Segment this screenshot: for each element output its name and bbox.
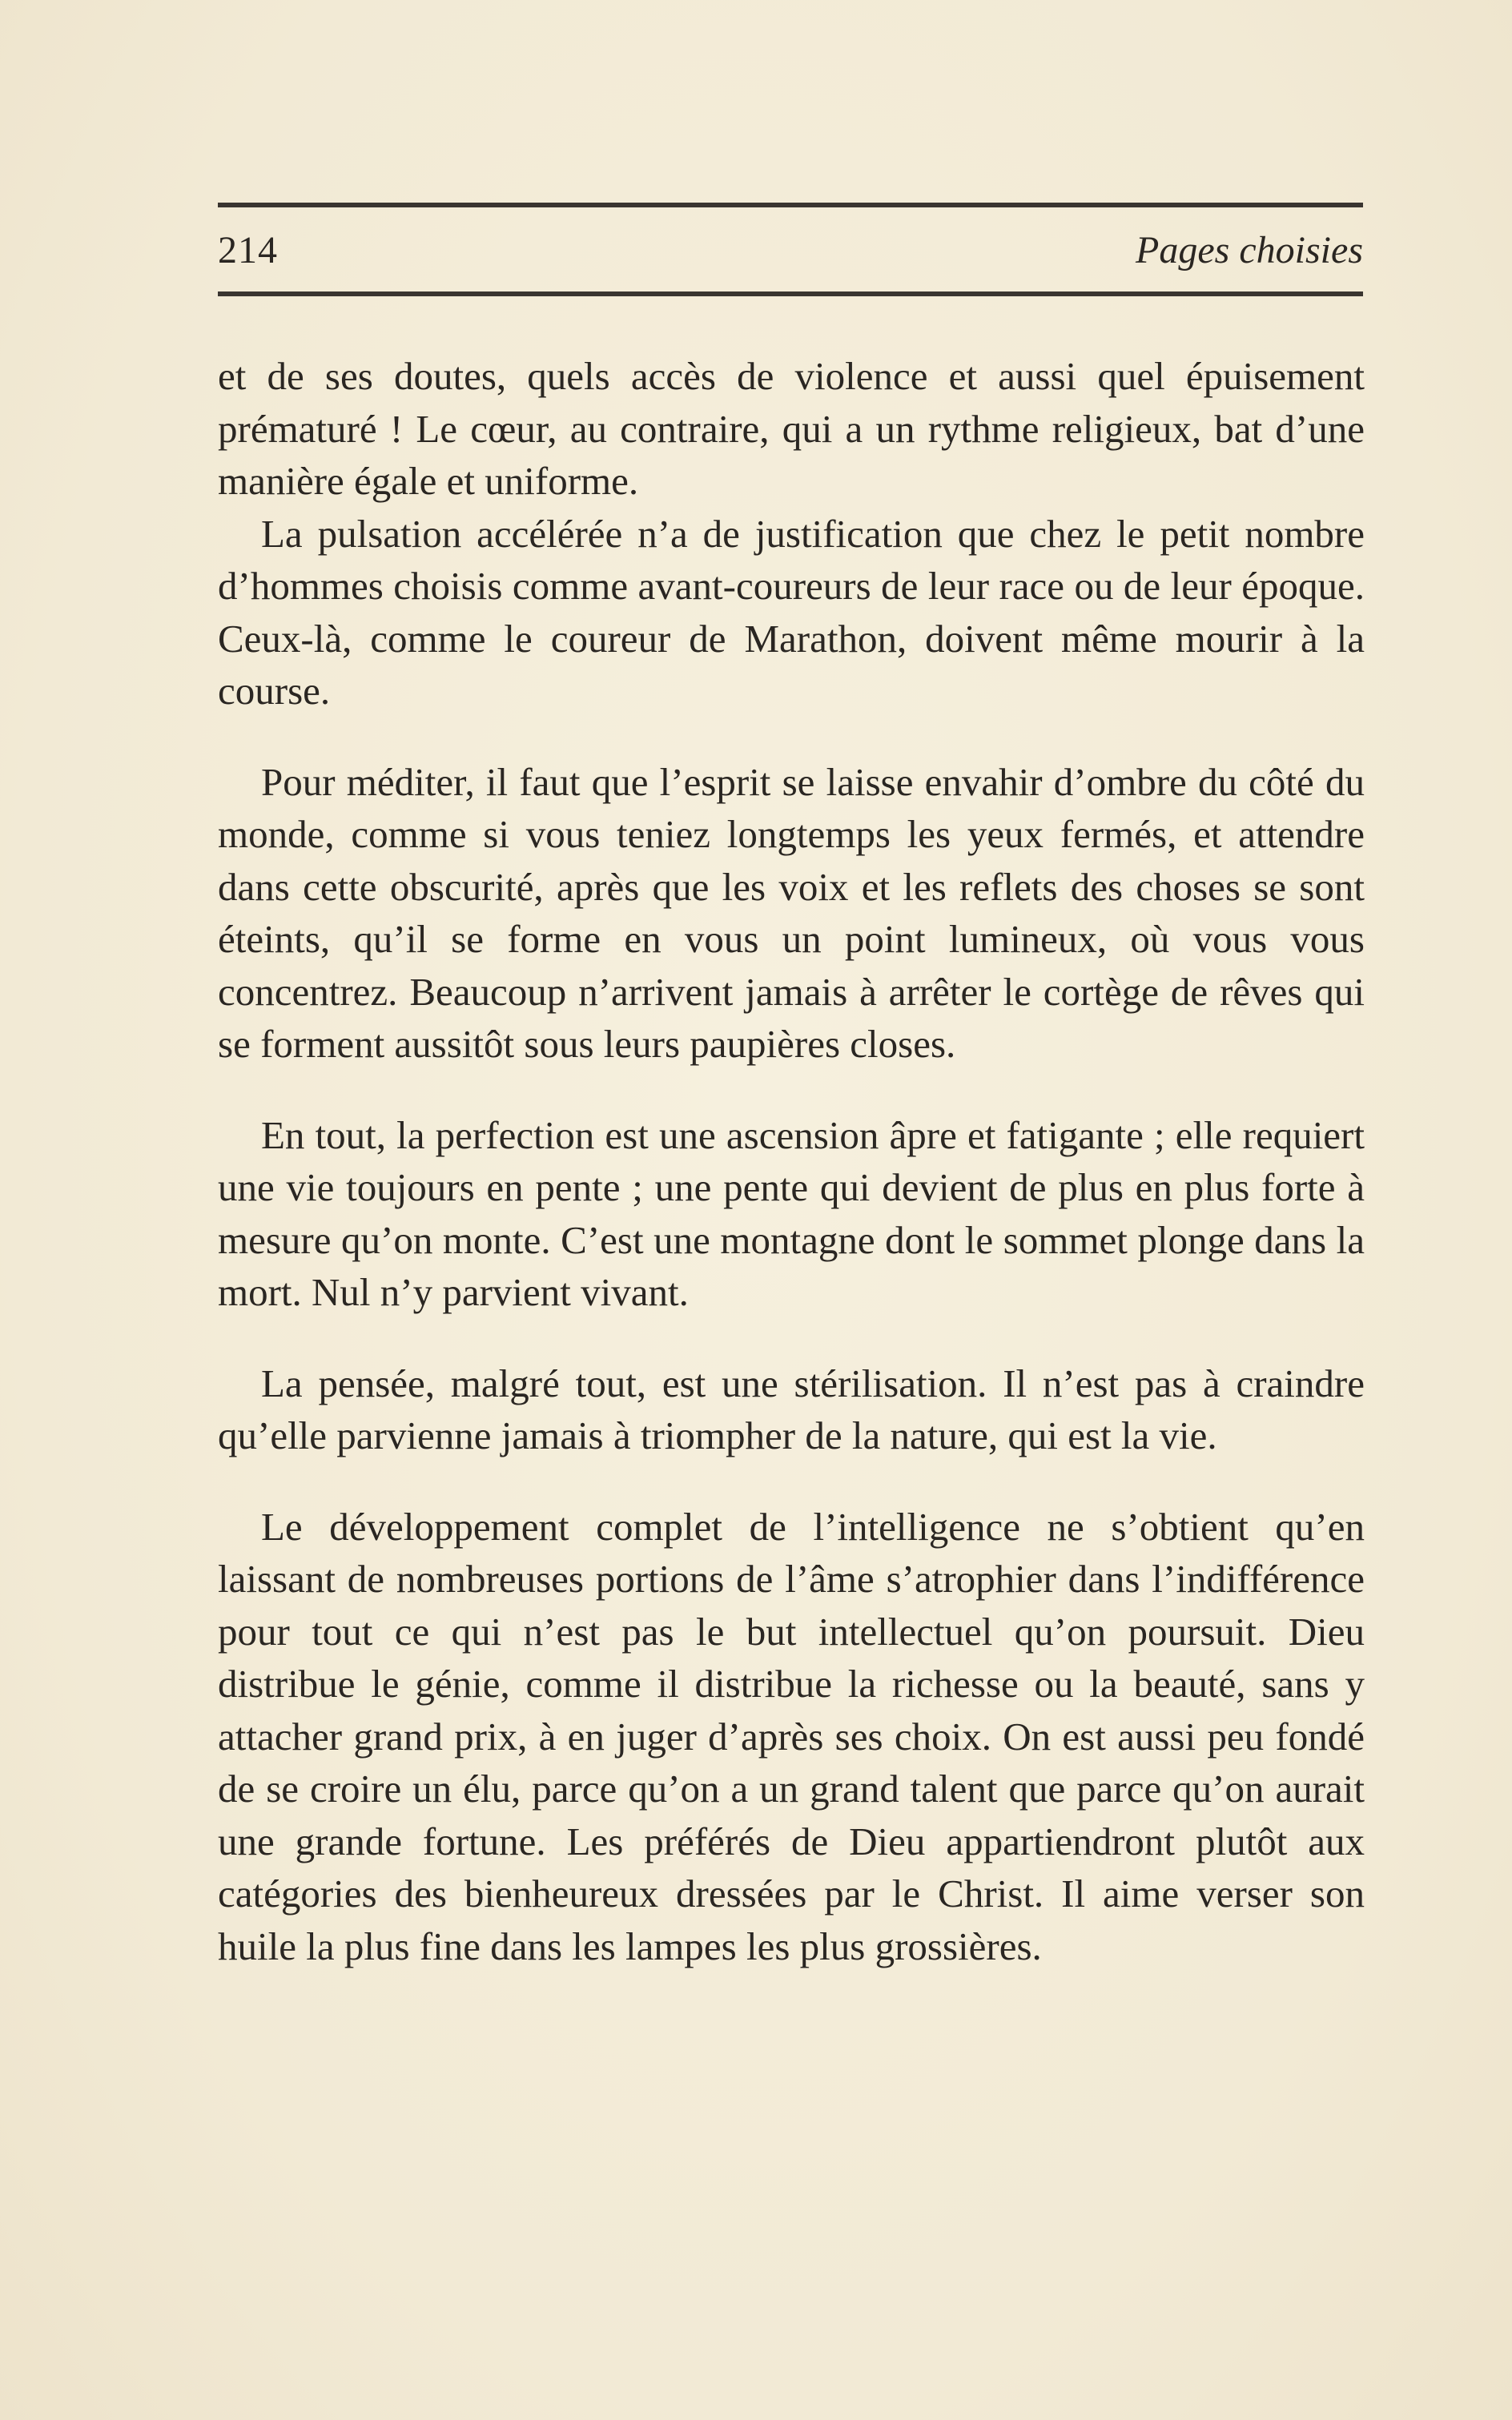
paragraph: Pour méditer, il faut que l’esprit se laisse envahir d’ombre du côté du monde, comme si vous teniez longtemps les yeux fermés, et attendre dans cette obscurité, après que les voix et les reflets des choses se sont éteints, qu’il se forme en vous un point lumineux, où vous vous concentrez. Beaucoup n’arrivent jamais à arrêter le cortège de rêves qui se forment aussitôt sous leurs paupières closes. (218, 759, 1365, 1066)
body-text (218, 350, 1365, 1972)
header-bottom-rule (218, 291, 1363, 296)
header-top-rule (218, 203, 1363, 207)
paragraph: La pulsation accélérée n’a de justification que chez le petit nombre d’hommes choisis comme avant-coureurs de leur race ou de leur époque. Ceux-là, comme le coureur de Marathon, doivent même mourir à la course. (218, 511, 1365, 713)
running-head (218, 223, 1363, 279)
paragraph: Le développement complet de l’intelligence ne s’obtient qu’en laissant de nombreuses portions de l’âme s’atrophier dans l’indifférence pour tout ce qui n’est pas le but intellectuel qu’on poursuit. Dieu distribue le génie, comme il distribue la richesse ou la beauté, sans y attacher grand prix, à en juger d’après ses choix. On est aussi peu fondé de se croire un élu, parce qu’on a un grand talent que parce qu’on aurait une grande fortune. Les préférés de Dieu appartiendront plutôt aux catégories des bienheureux dressées par le Christ. Il aime verser son huile la plus fine dans les lampes les plus grossières. (218, 1504, 1365, 1968)
running-title: Pages choisies (1136, 229, 1363, 271)
paragraph: En tout, la perfection est une ascension âpre et fatigante ; elle requiert une vie toujours en pente ; une pente qui devient de plus en plus forte à mesure qu’on monte. C’est une montagne dont le sommet plonge dans la mort. Nul n’y parvient vivant. (218, 1112, 1365, 1314)
page-number: 214 (218, 229, 278, 271)
paragraph-continued: et de ses doutes, quels accès de violence et aussi quel épuisement prématuré ! Le cœur, au contraire, qui a un rythme religieux, bat d’une manière égale et uniforme. (218, 354, 1365, 503)
paragraph: La pensée, malgré tout, est une stérilisation. Il n’est pas à craindre qu’elle parvienne jamais à triompher de la nature, qui est la vie. (218, 1361, 1365, 1457)
